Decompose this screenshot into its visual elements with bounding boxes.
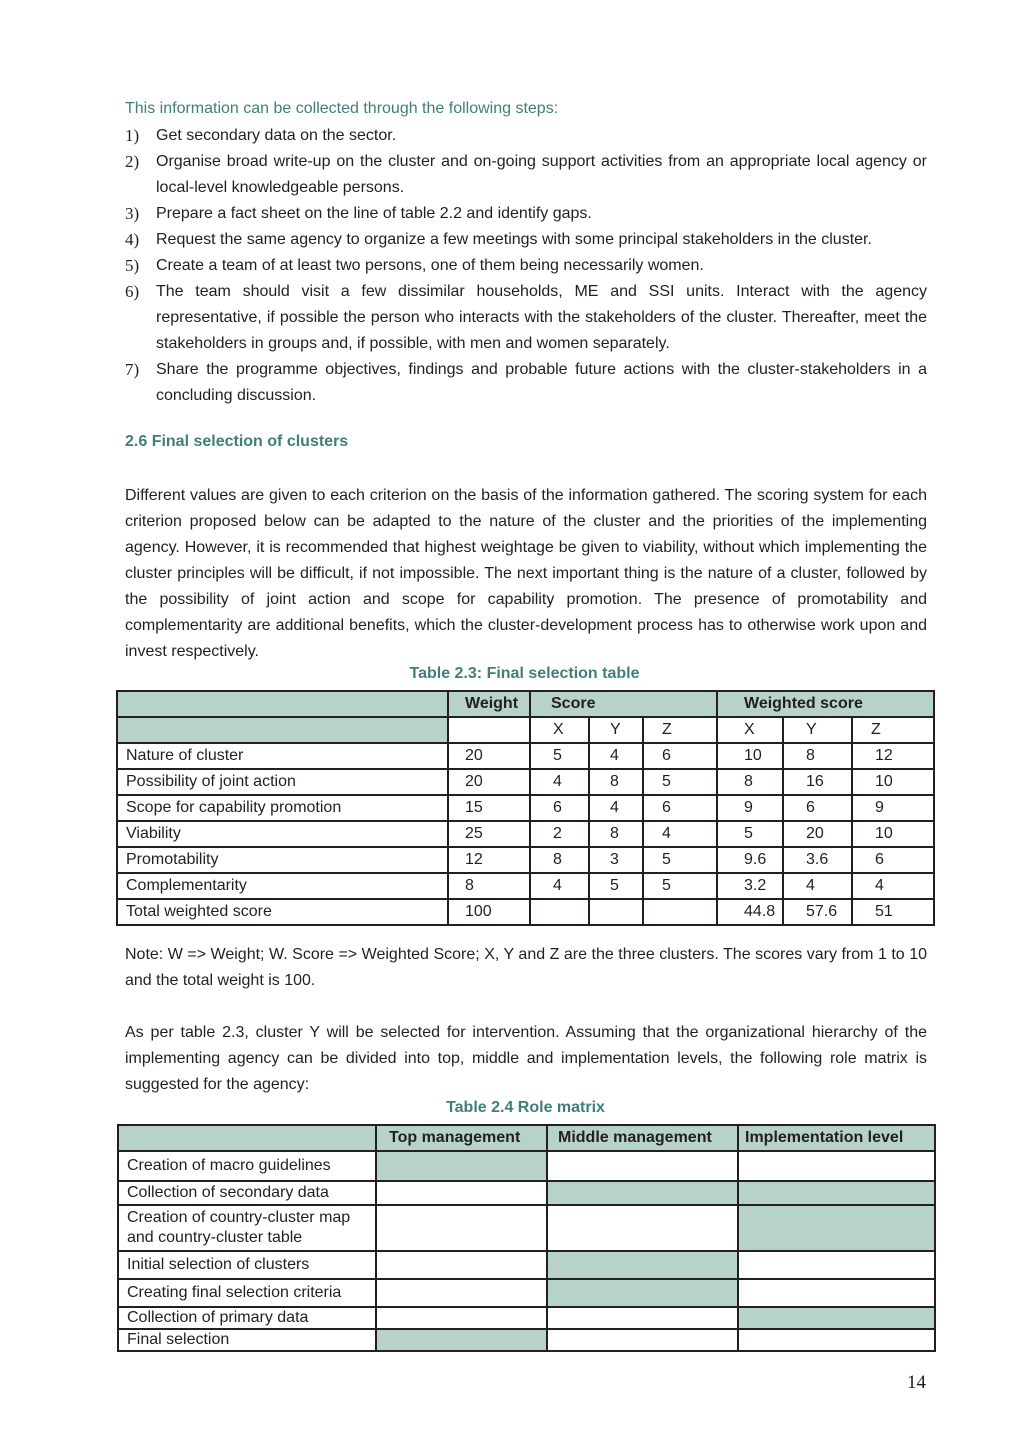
subheader-weighted-x: X — [717, 717, 783, 743]
cell-wy: 16 — [783, 769, 852, 795]
cell-wx: 9.6 — [717, 847, 783, 873]
role-cell-middle-empty — [547, 1205, 738, 1251]
role-matrix-table — [117, 1124, 936, 1352]
step-text: Create a team of at least two persons, one of them being necessarily women. — [156, 257, 704, 274]
criterion-label: Complementarity — [117, 873, 448, 899]
role-cell-top-assigned — [376, 1329, 547, 1351]
activity-label: Final selection — [118, 1329, 376, 1351]
list-item — [125, 253, 927, 279]
subheader-weighted-y: Y — [783, 717, 852, 743]
role-cell-top-empty — [376, 1251, 547, 1279]
cell-wy: 4 — [783, 873, 852, 899]
cell-x: 4 — [530, 769, 589, 795]
cell-wy: 8 — [783, 743, 852, 769]
cell-wy: 6 — [783, 795, 852, 821]
activity-label: Creation of country-cluster map and country-cluster table — [118, 1205, 376, 1251]
cell-z: 5 — [643, 847, 717, 873]
subheader-score-x: X — [530, 717, 589, 743]
cell-y: 4 — [589, 795, 643, 821]
role-cell-impl-empty — [738, 1329, 935, 1351]
cell-weight: 15 — [448, 795, 530, 821]
header-top-management: Top management — [376, 1125, 547, 1151]
step-number: 5) — [125, 256, 140, 275]
cell-y: 5 — [589, 873, 643, 899]
cell-wx: 9 — [717, 795, 783, 821]
activity-label: Collection of primary data — [118, 1307, 376, 1329]
role-cell-middle-empty — [547, 1307, 738, 1329]
cell-weight: 20 — [448, 769, 530, 795]
role-cell-top-assigned — [376, 1151, 547, 1181]
table-header-row — [118, 1125, 935, 1151]
header-blank — [118, 1125, 376, 1151]
step-text: The team should visit a few dissimilar households, ME and SSI units. Interact with the agency representative, if possible the person who interacts with the stakeholders of the cluster. Thereafter, meet the stakeholders in groups and, if possible, with men and women separately. — [156, 283, 927, 352]
criterion-label: Possibility of joint action — [117, 769, 448, 795]
cell-wx: 10 — [717, 743, 783, 769]
table-caption-role-matrix: Table 2.4 Role matrix — [446, 1099, 605, 1116]
final-selection-table — [116, 690, 935, 926]
step-text: Organise broad write-up on the cluster and on-going support activities from an appropriate local agency or local-level knowledgeable persons. — [156, 153, 927, 196]
role-cell-top-empty — [376, 1205, 547, 1251]
cell-wx: 5 — [717, 821, 783, 847]
list-item — [125, 357, 927, 409]
cell-x: 8 — [530, 847, 589, 873]
table-subheader-row — [117, 717, 934, 743]
header-blank — [117, 691, 448, 717]
cell-x — [530, 899, 589, 925]
cell-y: 8 — [589, 769, 643, 795]
cell-z: 4 — [643, 821, 717, 847]
header-weighted-score: Weighted score — [717, 691, 934, 717]
paragraph-scoring: Different values are given to each criterion on the basis of the information gathered. The scoring system for each criterion proposed below can be adapted to the nature of the cluster and the priorities of the implementing agency. However, it is recommended that highest weightage be given to viability, without which implementing the cluster principles will be difficult, if not impossible. The next important thing is the nature of a cluster, followed by the possibility of joint action and scope for capability promotion. The presence of promotability and complementarity are additional benefits, which the cluster-development process has to otherwise work upon and invest respectively. — [125, 487, 927, 660]
cell-wx: 8 — [717, 769, 783, 795]
criterion-label: Nature of cluster — [117, 743, 448, 769]
subheader-weighted-z: Z — [852, 717, 934, 743]
role-cell-impl-empty — [738, 1279, 935, 1307]
table-header-row — [117, 691, 934, 717]
cell-x: 4 — [530, 873, 589, 899]
cell-y: 4 — [589, 743, 643, 769]
table-row — [117, 873, 934, 899]
role-cell-impl-assigned — [738, 1181, 935, 1205]
step-text: Prepare a fact sheet on the line of table 2.2 and identify gaps. — [156, 205, 592, 222]
page-number: 14 — [907, 1372, 926, 1393]
table-row — [117, 899, 934, 925]
criterion-label: Viability — [117, 821, 448, 847]
criterion-label: Promotability — [117, 847, 448, 873]
list-item — [125, 123, 927, 149]
cell-y: 8 — [589, 821, 643, 847]
step-number: 6) — [125, 282, 140, 301]
role-cell-impl-empty — [738, 1251, 935, 1279]
cell-x: 6 — [530, 795, 589, 821]
cell-z: 5 — [643, 769, 717, 795]
table-caption-final-selection: Table 2.3: Final selection table — [409, 665, 640, 682]
subheader-blank — [448, 717, 530, 743]
table-row — [118, 1151, 935, 1181]
cell-x: 2 — [530, 821, 589, 847]
cell-weight: 100 — [448, 899, 530, 925]
step-text: Request the same agency to organize a few meetings with some principal stakeholders in the cluster. — [156, 231, 872, 248]
cell-x: 5 — [530, 743, 589, 769]
cell-weight: 25 — [448, 821, 530, 847]
step-number: 1) — [125, 126, 140, 145]
step-text: Get secondary data on the sector. — [156, 127, 397, 144]
cell-z: 6 — [643, 795, 717, 821]
table-row — [118, 1205, 935, 1251]
table-note: Note: W => Weight; W. Score => Weighted Score; X, Y and Z are the three clusters. The scores vary from 1 to 10 and the total weight is 100. — [125, 946, 927, 989]
cell-weight: 20 — [448, 743, 530, 769]
cell-wx: 44.8 — [717, 899, 783, 925]
table-row — [117, 769, 934, 795]
header-implementation-level: Implementation level — [738, 1125, 935, 1151]
cell-wy: 57.6 — [783, 899, 852, 925]
role-cell-impl-assigned — [738, 1205, 935, 1251]
role-cell-impl-empty — [738, 1151, 935, 1181]
step-text: Share the programme objectives, findings and probable future actions with the cluster-stakeholders in a concluding discussion. — [156, 361, 927, 404]
role-cell-middle-assigned — [547, 1181, 738, 1205]
steps-list — [125, 123, 927, 409]
step-number: 3) — [125, 204, 140, 223]
activity-label: Creation of macro guidelines — [118, 1151, 376, 1181]
table-row — [117, 743, 934, 769]
list-item — [125, 201, 927, 227]
table-row — [118, 1279, 935, 1307]
cell-z — [643, 899, 717, 925]
steps-intro: This information can be collected through the following steps: — [125, 100, 559, 117]
table-row — [118, 1251, 935, 1279]
subheader-blank — [117, 717, 448, 743]
list-item — [125, 279, 927, 357]
cell-wz: 10 — [852, 821, 934, 847]
cell-wz: 12 — [852, 743, 934, 769]
cell-z: 6 — [643, 743, 717, 769]
role-cell-top-empty — [376, 1279, 547, 1307]
step-number: 7) — [125, 360, 140, 379]
subheader-score-z: Z — [643, 717, 717, 743]
cell-wz: 9 — [852, 795, 934, 821]
cell-wz: 10 — [852, 769, 934, 795]
criterion-label: Total weighted score — [117, 899, 448, 925]
cell-wz: 4 — [852, 873, 934, 899]
activity-label: Collection of secondary data — [118, 1181, 376, 1205]
table-row — [118, 1307, 935, 1329]
cell-wy: 20 — [783, 821, 852, 847]
table-row — [117, 847, 934, 873]
role-cell-top-empty — [376, 1307, 547, 1329]
step-number: 4) — [125, 230, 140, 249]
role-cell-middle-empty — [547, 1329, 738, 1351]
list-item — [125, 149, 927, 201]
list-item — [125, 227, 927, 253]
cell-wz: 51 — [852, 899, 934, 925]
role-cell-top-empty — [376, 1181, 547, 1205]
activity-label: Initial selection of clusters — [118, 1251, 376, 1279]
cell-y: 3 — [589, 847, 643, 873]
subheader-score-y: Y — [589, 717, 643, 743]
cell-weight: 8 — [448, 873, 530, 899]
activity-label: Creating final selection criteria — [118, 1279, 376, 1307]
header-weight: Weight — [448, 691, 530, 717]
role-cell-middle-assigned — [547, 1279, 738, 1307]
step-number: 2) — [125, 152, 140, 171]
table-row — [118, 1181, 935, 1205]
header-middle-management: Middle management — [547, 1125, 738, 1151]
header-score: Score — [530, 691, 717, 717]
table-row — [117, 821, 934, 847]
table-row — [117, 795, 934, 821]
section-heading: 2.6 Final selection of clusters — [125, 433, 349, 450]
cell-wx: 3.2 — [717, 873, 783, 899]
paragraph-role-matrix: As per table 2.3, cluster Y will be selected for intervention. Assuming that the organizational hierarchy of the implementing agency can be divided into top, middle and implementation levels, the following role matrix is suggested for the agency: — [125, 1024, 927, 1093]
cell-wz: 6 — [852, 847, 934, 873]
role-cell-impl-assigned — [738, 1307, 935, 1329]
criterion-label: Scope for capability promotion — [117, 795, 448, 821]
cell-z: 5 — [643, 873, 717, 899]
table-row — [118, 1329, 935, 1351]
cell-wy: 3.6 — [783, 847, 852, 873]
cell-weight: 12 — [448, 847, 530, 873]
cell-y — [589, 899, 643, 925]
role-cell-middle-empty — [547, 1151, 738, 1181]
role-cell-middle-assigned — [547, 1251, 738, 1279]
